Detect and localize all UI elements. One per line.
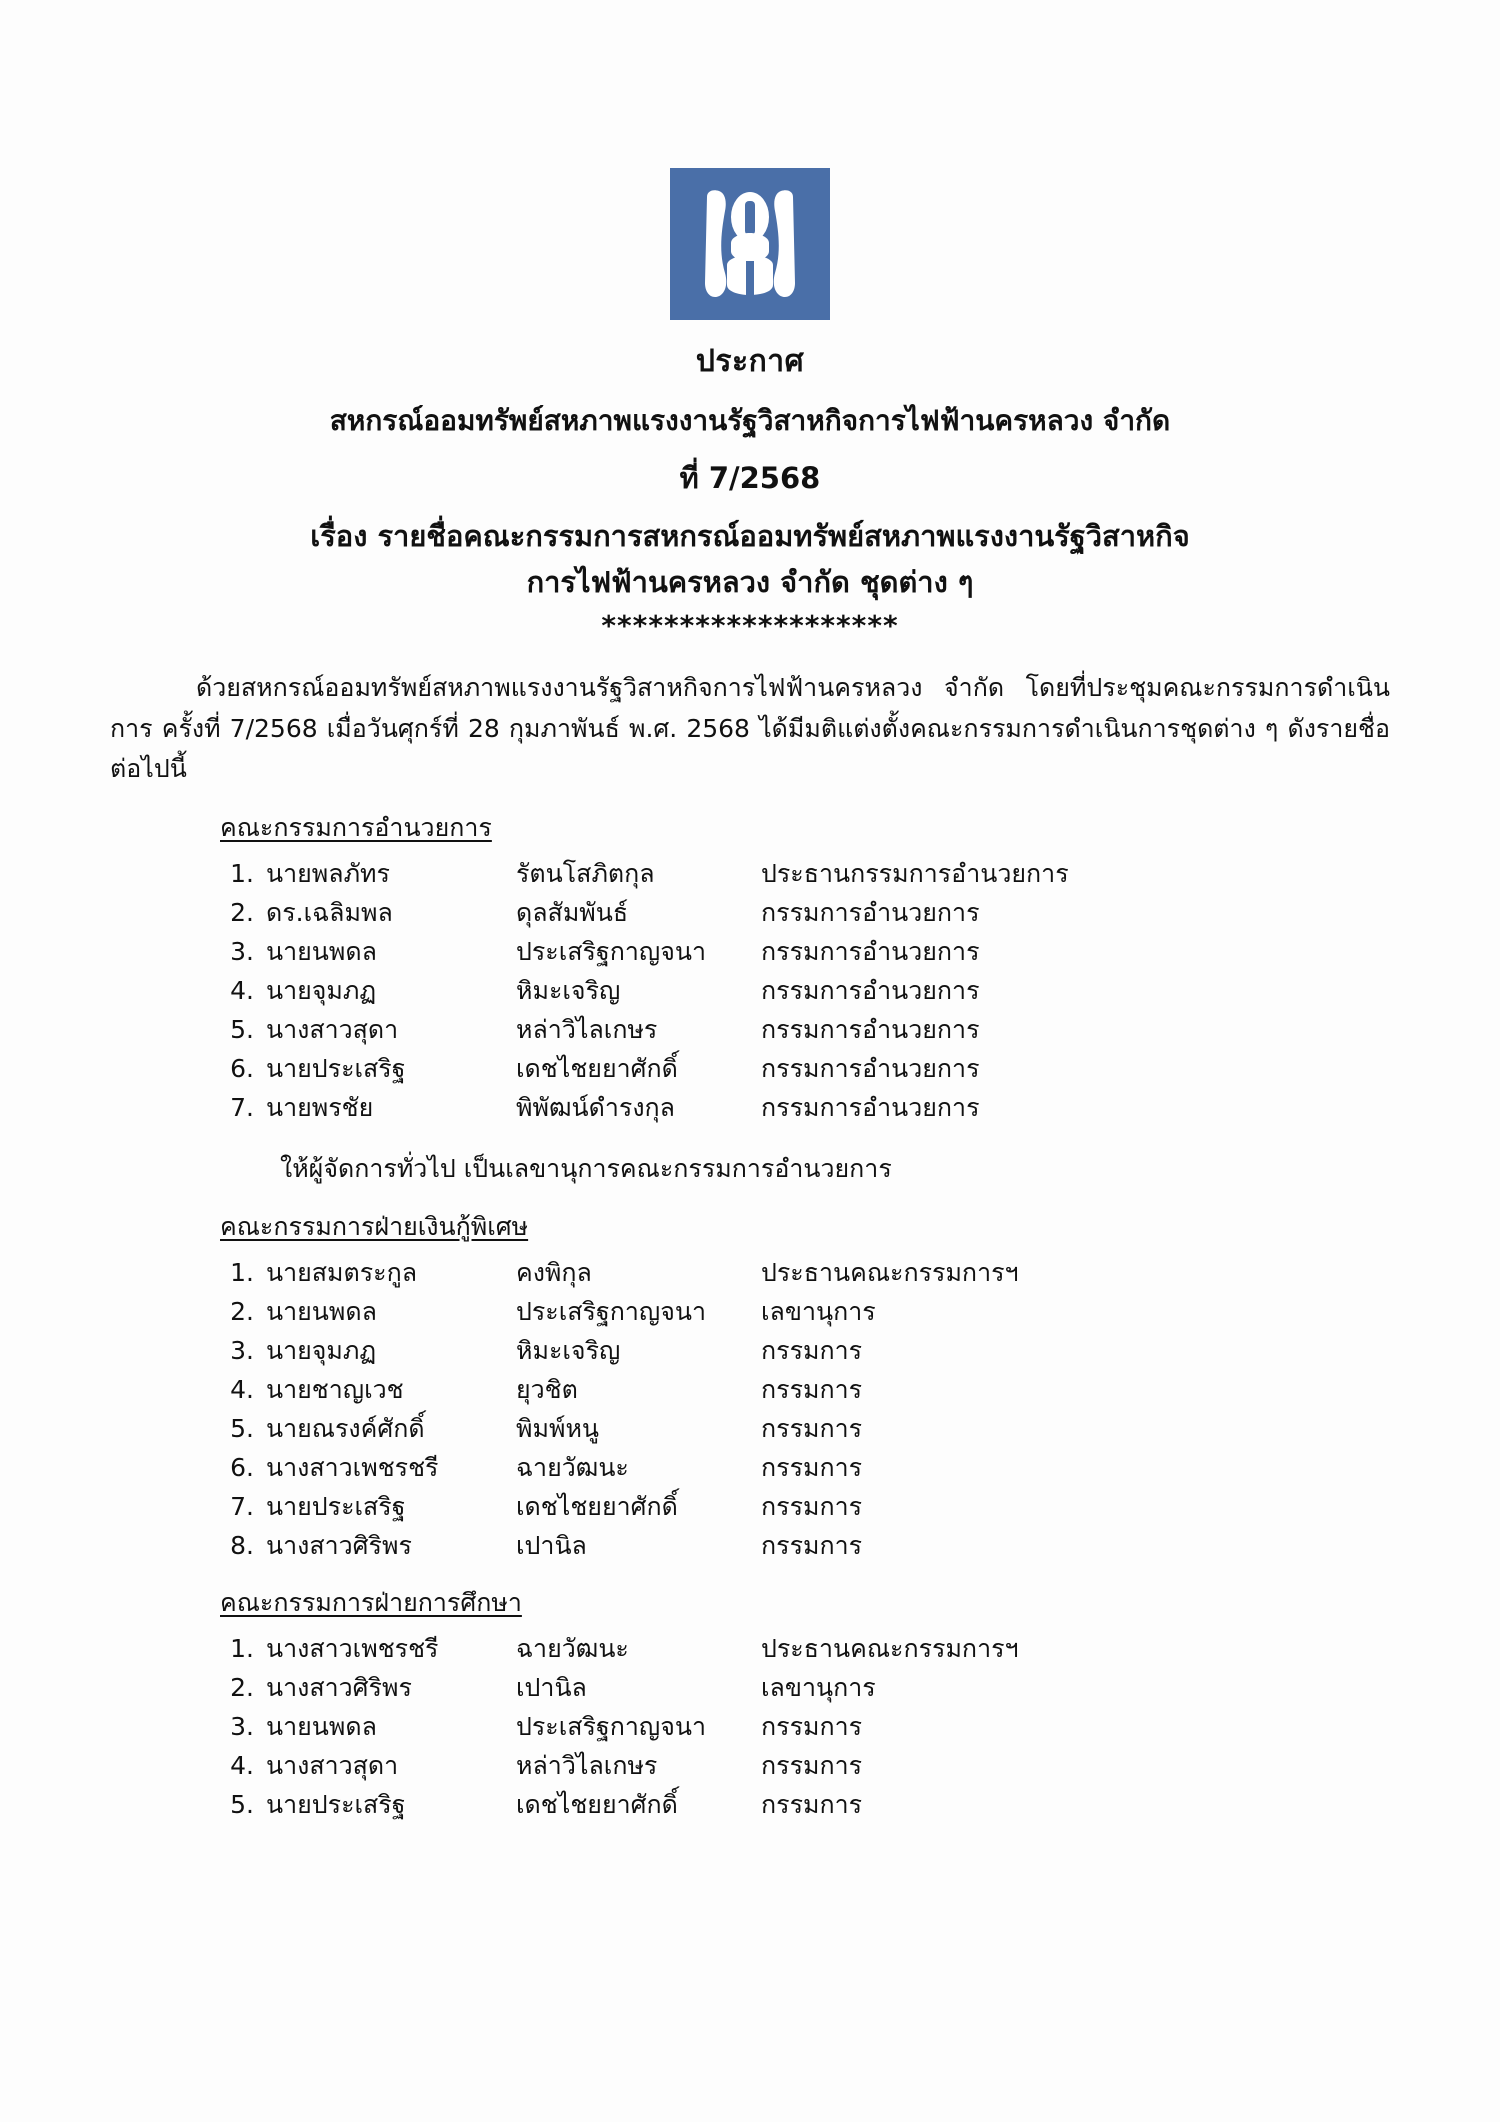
- member-name: นายณรงค์ศักดิ์: [266, 1413, 425, 1443]
- member-number: 1.: [230, 1257, 254, 1287]
- subject-line-2: การไฟฟ้านครหลวง จำกัด ชุดต่าง ๆ: [526, 565, 974, 600]
- member-role: กรรมการอำนวยการ: [761, 1092, 980, 1122]
- member-name: นางสาวเพชรชรี: [266, 1452, 439, 1482]
- member-surname: หล่าวิไลเกษร: [516, 1014, 658, 1044]
- member-name: นายนพดล: [266, 936, 377, 966]
- member-list-board: [220, 854, 1500, 1127]
- member-role: ประธานคณะกรรมการฯ: [761, 1257, 1019, 1287]
- member-surname: รัตนโสภิตกุล: [516, 858, 655, 888]
- list-item: [220, 1331, 1500, 1370]
- member-number: 3.: [230, 1711, 254, 1741]
- list-item: [220, 1409, 1500, 1448]
- star-divider: *******************: [601, 609, 899, 643]
- preamble-text: ด้วยสหกรณ์ออมทรัพย์สหภาพแรงงานรัฐวิสาหกิจการไฟฟ้านครหลวง จำกัด โดยที่ประชุมคณะกรรมการดำเนินการ ครั้งที่ 7/2568 เมื่อวันศุกร์ที่ 28 กุมภาพันธ์ พ.ศ. 2568 ได้มีมติแต่งตั้งคณะกรรมการดำเนินการชุดต่าง ๆ ดังรายชื่อต่อไปนี้: [110, 673, 1390, 784]
- member-role: กรรมการอำนวยการ: [761, 975, 980, 1005]
- member-name: นางสาวศิริพร: [266, 1672, 412, 1702]
- announcement-number: ที่ 7/2568: [679, 461, 821, 495]
- member-list-special-loan: [220, 1253, 1500, 1565]
- member-number: 7.: [230, 1092, 254, 1122]
- member-surname: ฉายวัฒนะ: [516, 1452, 629, 1482]
- member-number: 5.: [230, 1413, 254, 1443]
- member-role: กรรมการอำนวยการ: [761, 1014, 980, 1044]
- member-number: 3.: [230, 936, 254, 966]
- list-item: [220, 1487, 1500, 1526]
- member-name: นางสาวเพชรชรี: [266, 1633, 439, 1663]
- subject-line-1: เรื่อง รายชื่อคณะกรรมการสหกรณ์ออมทรัพย์สหภาพแรงงานรัฐวิสาหกิจ: [310, 519, 1190, 553]
- announcement-heading: ประกาศ: [695, 344, 805, 379]
- member-number: 2.: [230, 897, 254, 927]
- member-number: 1.: [230, 858, 254, 888]
- list-item: [220, 893, 1500, 932]
- member-role: กรรมการ: [761, 1711, 863, 1741]
- member-surname: เดชไชยยาศักดิ์: [516, 1491, 678, 1521]
- member-surname: เดชไชยยาศักดิ์: [516, 1053, 678, 1083]
- member-role: กรรมการ: [761, 1491, 863, 1521]
- member-name: นายประเสริฐ: [266, 1491, 406, 1521]
- member-surname: ยุวชิต: [516, 1374, 578, 1404]
- member-surname: เปานิล: [516, 1672, 587, 1702]
- member-number: 1.: [230, 1633, 254, 1663]
- preamble-paragraph: [110, 668, 1390, 790]
- member-surname: หิมะเจริญ: [516, 1335, 621, 1365]
- member-name: นางสาวศิริพร: [266, 1530, 412, 1560]
- member-role: ประธานกรรมการอำนวยการ: [761, 858, 1069, 888]
- member-number: 8.: [230, 1530, 254, 1560]
- member-surname: ดุลสัมพันธ์: [516, 897, 629, 927]
- member-role: กรรมการอำนวยการ: [761, 936, 980, 966]
- logo-container: [0, 0, 1500, 320]
- member-name: นางสาวสุดา: [266, 1014, 399, 1044]
- list-item: [220, 1668, 1500, 1707]
- member-surname: เดชไชยยาศักดิ์: [516, 1789, 678, 1819]
- member-surname: เปานิล: [516, 1530, 587, 1560]
- member-name: นายประเสริฐ: [266, 1053, 406, 1083]
- member-surname: หล่าวิไลเกษร: [516, 1750, 658, 1780]
- cooperative-emblem-icon: [670, 168, 830, 320]
- member-surname: หิมะเจริญ: [516, 975, 621, 1005]
- list-item: [220, 1253, 1500, 1292]
- section-title-education: คณะกรรมการฝ่ายการศึกษา: [220, 1587, 522, 1617]
- list-item: [220, 1010, 1500, 1049]
- member-role: เลขานุการ: [761, 1672, 876, 1702]
- member-surname: ประเสริฐกาญจนา: [516, 1711, 707, 1741]
- member-name: นางสาวสุดา: [266, 1750, 399, 1780]
- section-title-special-loan: คณะกรรมการฝ่ายเงินกู้พิเศษ: [220, 1211, 529, 1241]
- member-list-education: [220, 1629, 1500, 1824]
- member-role: กรรมการ: [761, 1335, 863, 1365]
- list-item: [220, 1746, 1500, 1785]
- list-item: [220, 1707, 1500, 1746]
- member-number: 5.: [230, 1789, 254, 1819]
- member-name: นายนพดล: [266, 1296, 377, 1326]
- member-role: กรรมการ: [761, 1374, 863, 1404]
- member-role: กรรมการ: [761, 1413, 863, 1443]
- member-role: เลขานุการ: [761, 1296, 876, 1326]
- member-name: ดร.เฉลิมพล: [266, 897, 393, 927]
- section-title-board: คณะกรรมการอำนวยการ: [220, 812, 492, 842]
- list-item: [220, 1292, 1500, 1331]
- member-name: นายนพดล: [266, 1711, 377, 1741]
- member-surname: คงพิกุล: [516, 1257, 592, 1287]
- organization-name: สหกรณ์ออมทรัพย์สหภาพแรงงานรัฐวิสาหกิจการไฟฟ้านครหลวง จำกัด: [329, 404, 1171, 437]
- list-item: [220, 1088, 1500, 1127]
- list-item: [220, 1526, 1500, 1565]
- list-item: [220, 1049, 1500, 1088]
- member-number: 2.: [230, 1672, 254, 1702]
- list-item: [220, 1785, 1500, 1824]
- member-number: 4.: [230, 1750, 254, 1780]
- secretary-note: ให้ผู้จัดการทั่วไป เป็นเลขานุการคณะกรรมการอำนวยการ: [280, 1153, 892, 1183]
- member-role: กรรมการ: [761, 1530, 863, 1560]
- member-name: นายสมตระกูล: [266, 1257, 418, 1287]
- member-role: กรรมการอำนวยการ: [761, 1053, 980, 1083]
- list-item: [220, 854, 1500, 893]
- member-role: ประธานคณะกรรมการฯ: [761, 1633, 1019, 1663]
- member-name: นายประเสริฐ: [266, 1789, 406, 1819]
- member-role: กรรมการ: [761, 1789, 863, 1819]
- member-number: 7.: [230, 1491, 254, 1521]
- member-number: 5.: [230, 1014, 254, 1044]
- list-item: [220, 971, 1500, 1010]
- member-surname: พิพัฒน์ดำรงกุล: [516, 1092, 675, 1122]
- member-surname: ประเสริฐกาญจนา: [516, 936, 707, 966]
- member-surname: ฉายวัฒนะ: [516, 1633, 629, 1663]
- member-number: 4.: [230, 975, 254, 1005]
- member-role: กรรมการ: [761, 1452, 863, 1482]
- member-number: 6.: [230, 1452, 254, 1482]
- list-item: [220, 1629, 1500, 1668]
- member-number: 6.: [230, 1053, 254, 1083]
- member-role: กรรมการอำนวยการ: [761, 897, 980, 927]
- member-surname: พิมพ์หนู: [516, 1413, 600, 1443]
- member-role: กรรมการ: [761, 1750, 863, 1780]
- member-name: นายชาญเวช: [266, 1374, 404, 1404]
- member-surname: ประเสริฐกาญจนา: [516, 1296, 707, 1326]
- member-number: 3.: [230, 1335, 254, 1365]
- member-number: 4.: [230, 1374, 254, 1404]
- member-name: นายจุมภฏ: [266, 1335, 377, 1365]
- member-number: 2.: [230, 1296, 254, 1326]
- member-name: นายพลภัทร: [266, 858, 390, 888]
- member-name: นายพรชัย: [266, 1092, 374, 1122]
- list-item: [220, 932, 1500, 971]
- list-item: [220, 1370, 1500, 1409]
- member-name: นายจุมภฏ: [266, 975, 377, 1005]
- list-item: [220, 1448, 1500, 1487]
